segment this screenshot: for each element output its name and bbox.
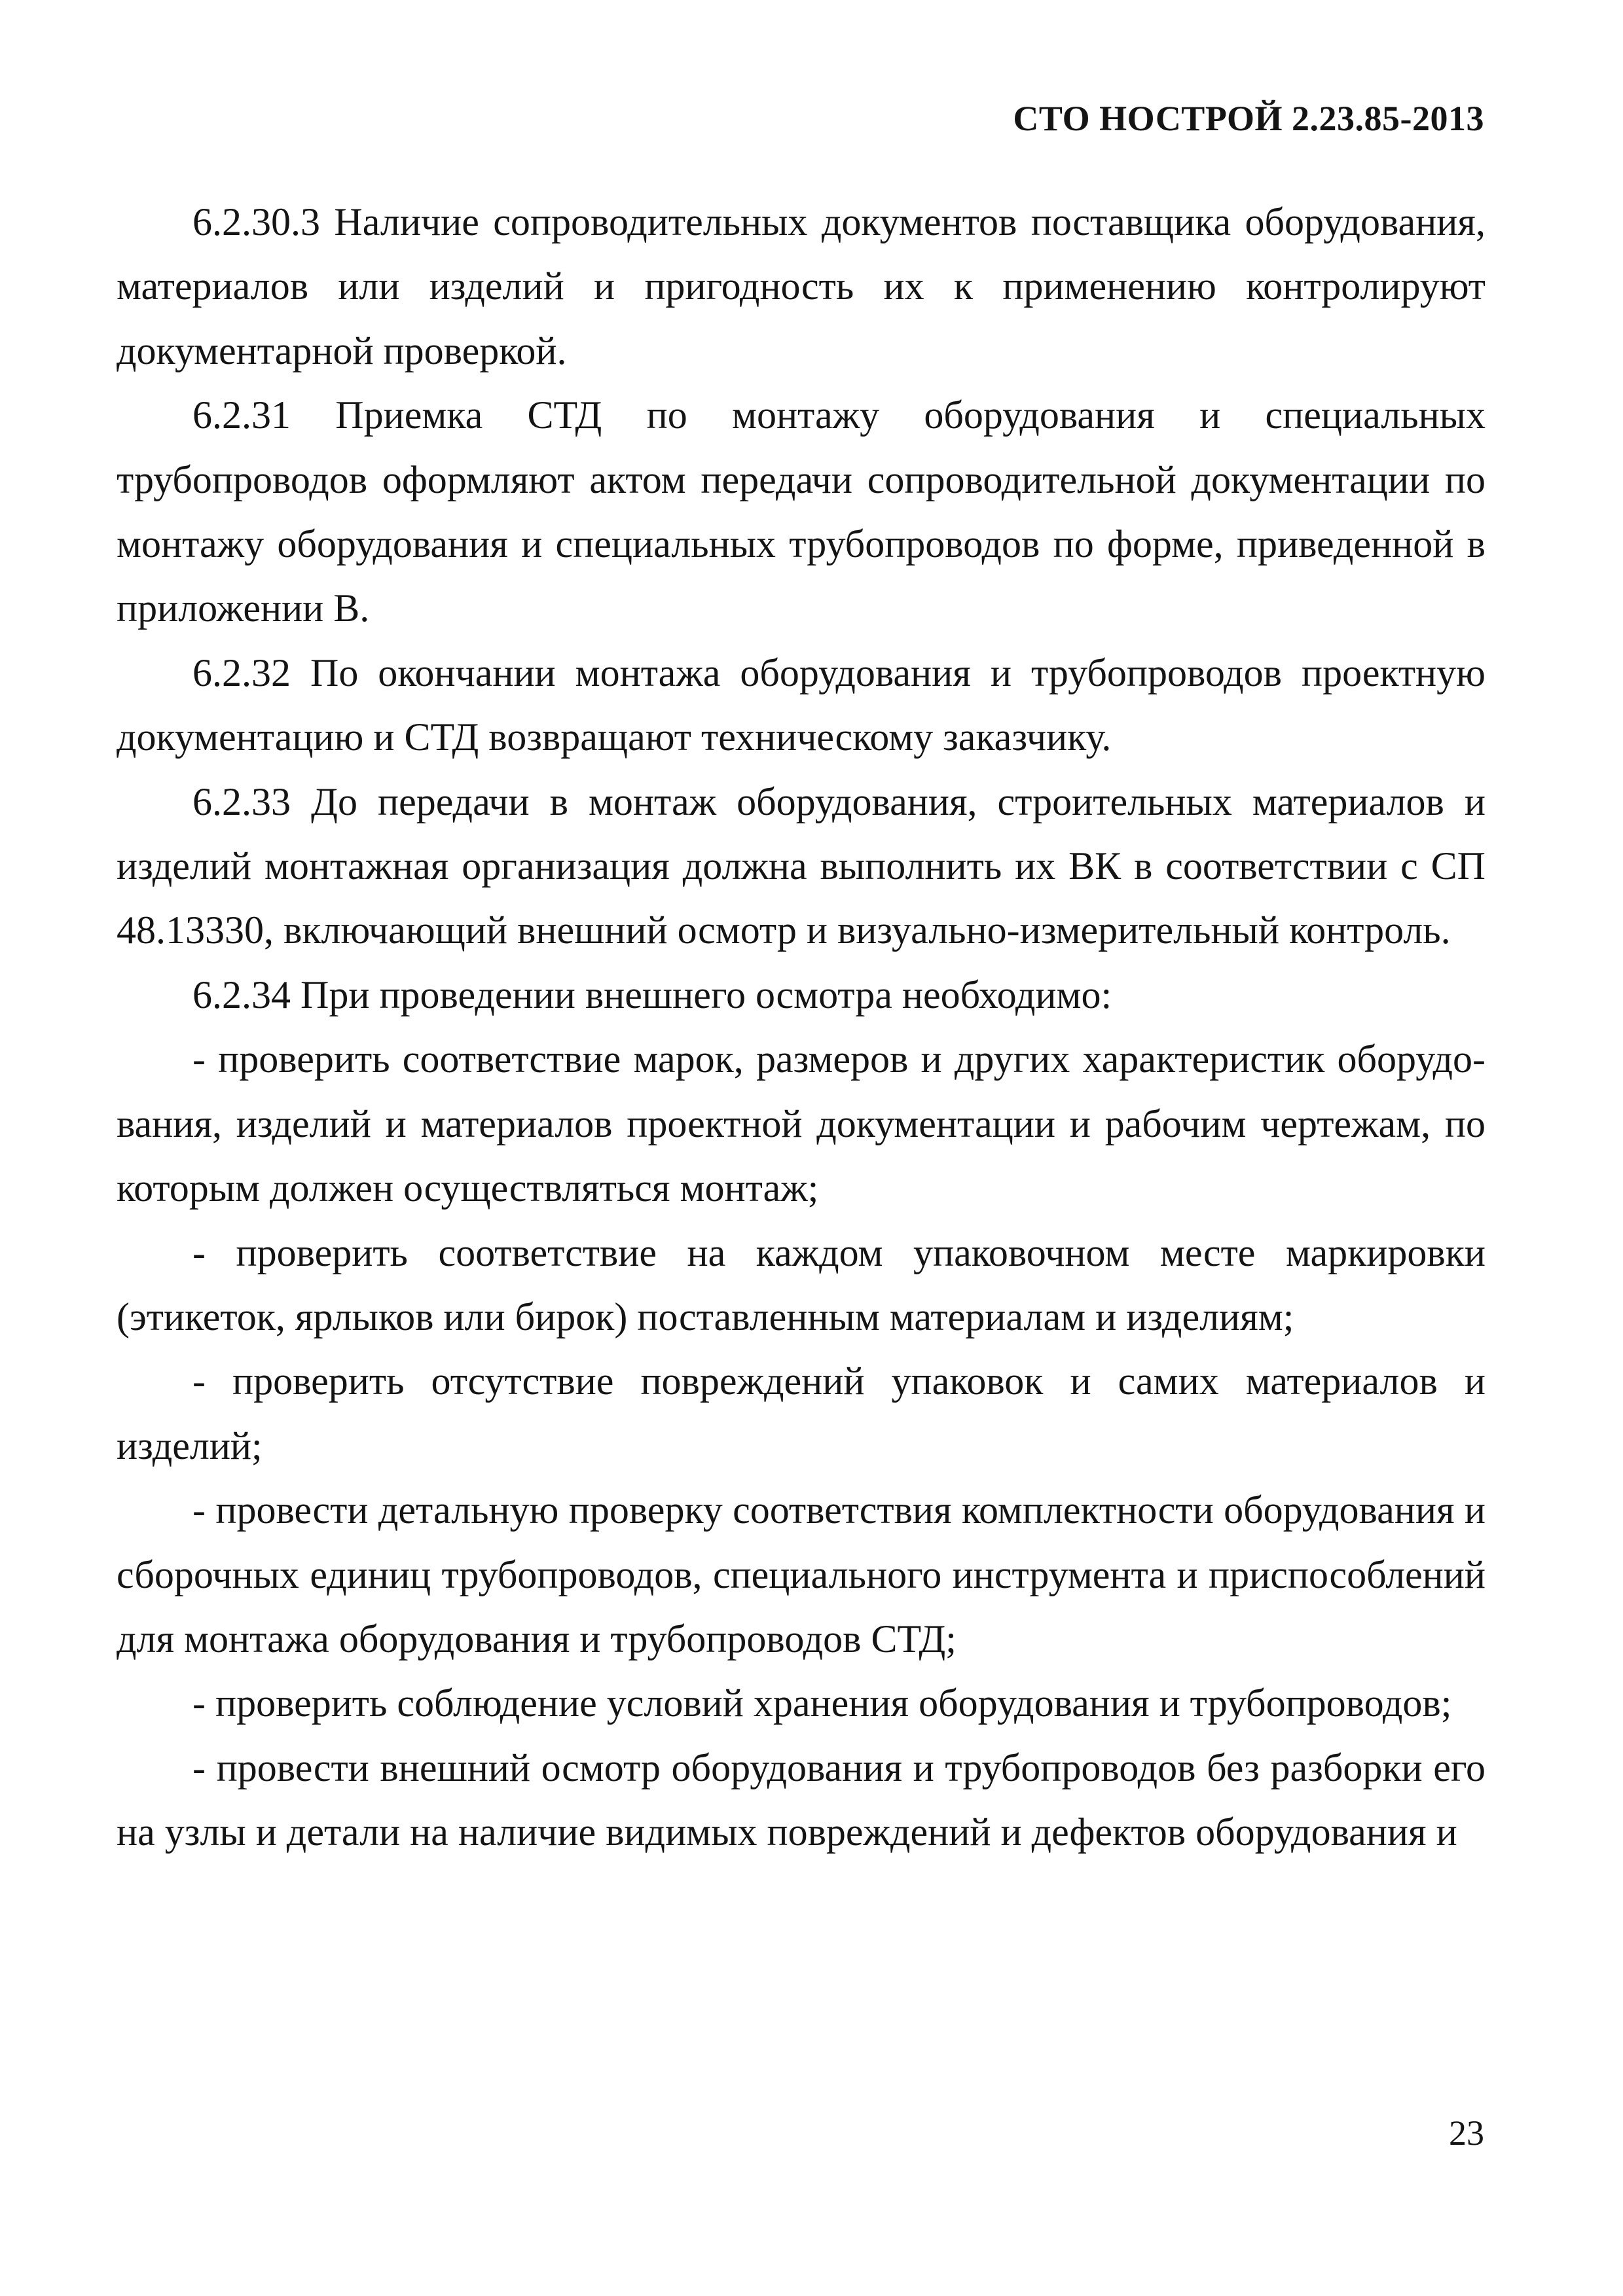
paragraph-6-2-33: 6.2.33 До передачи в монтаж оборудования, строительных материалов и изделий монтажная организация должна выполнить их ВК в соответствии с СП 48.13330, включающий внешний осмотр и визуально-измерительный контроль. (117, 780, 1486, 952)
page-number: 23 (1449, 2113, 1484, 2153)
list-item: - проверить соответствие марок, размеров и других характеристик оборудования, изделий и материалов проектной документации и рабочим чертежам, по которым должен осуществляться монтаж; (117, 1037, 1486, 1210)
standard-code-header: СТО НОСТРОЙ 2.23.85-2013 (1013, 99, 1484, 138)
paragraph-6-2-32: 6.2.32 По окончании монтажа оборудования и трубопроводов проектную документацию и СТД возвращают техническому заказчику. (117, 651, 1486, 759)
list-item: - провести детальную проверку соответствия комплектности оборудования и сборочных единиц трубопроводов, специального инструмента и приспособлений для монтажа оборудования и трубопроводов СТД; (117, 1488, 1486, 1660)
paragraph-6-2-30-3: 6.2.30.3 Наличие сопроводительных документов поставщика оборудования, материалов или изделий и пригодность их к применению контролируют документарной проверкой. (117, 200, 1486, 372)
paragraph-6-2-34: 6.2.34 При проведении внешнего осмотра необходимо: (192, 973, 1112, 1016)
list-item: - проверить соответствие на каждом упаковочном месте маркировки (этикеток, ярлыков или бирок) поставленным материалам и изделиям; (117, 1230, 1486, 1338)
paragraph-6-2-31: 6.2.31 Приемка СТД по монтажу оборудования и специальных трубопроводов оформляют актом передачи сопроводительной документации по монтажу оборудования и специальных трубопроводов по форме, приведенной в приложении В. (117, 393, 1486, 630)
list-item: - провести внешний осмотр оборудования и трубопроводов без разборки его на узлы и детали на наличие видимых повреждений и дефектов оборудования и (117, 1746, 1486, 1854)
list-item: - проверить отсутствие повреждений упаковок и самих материалов и изделий; (117, 1359, 1486, 1467)
body-text (117, 190, 1486, 1865)
list-item: - проверить соблюдение условий хранения оборудования и трубопроводов; (192, 1681, 1452, 1725)
